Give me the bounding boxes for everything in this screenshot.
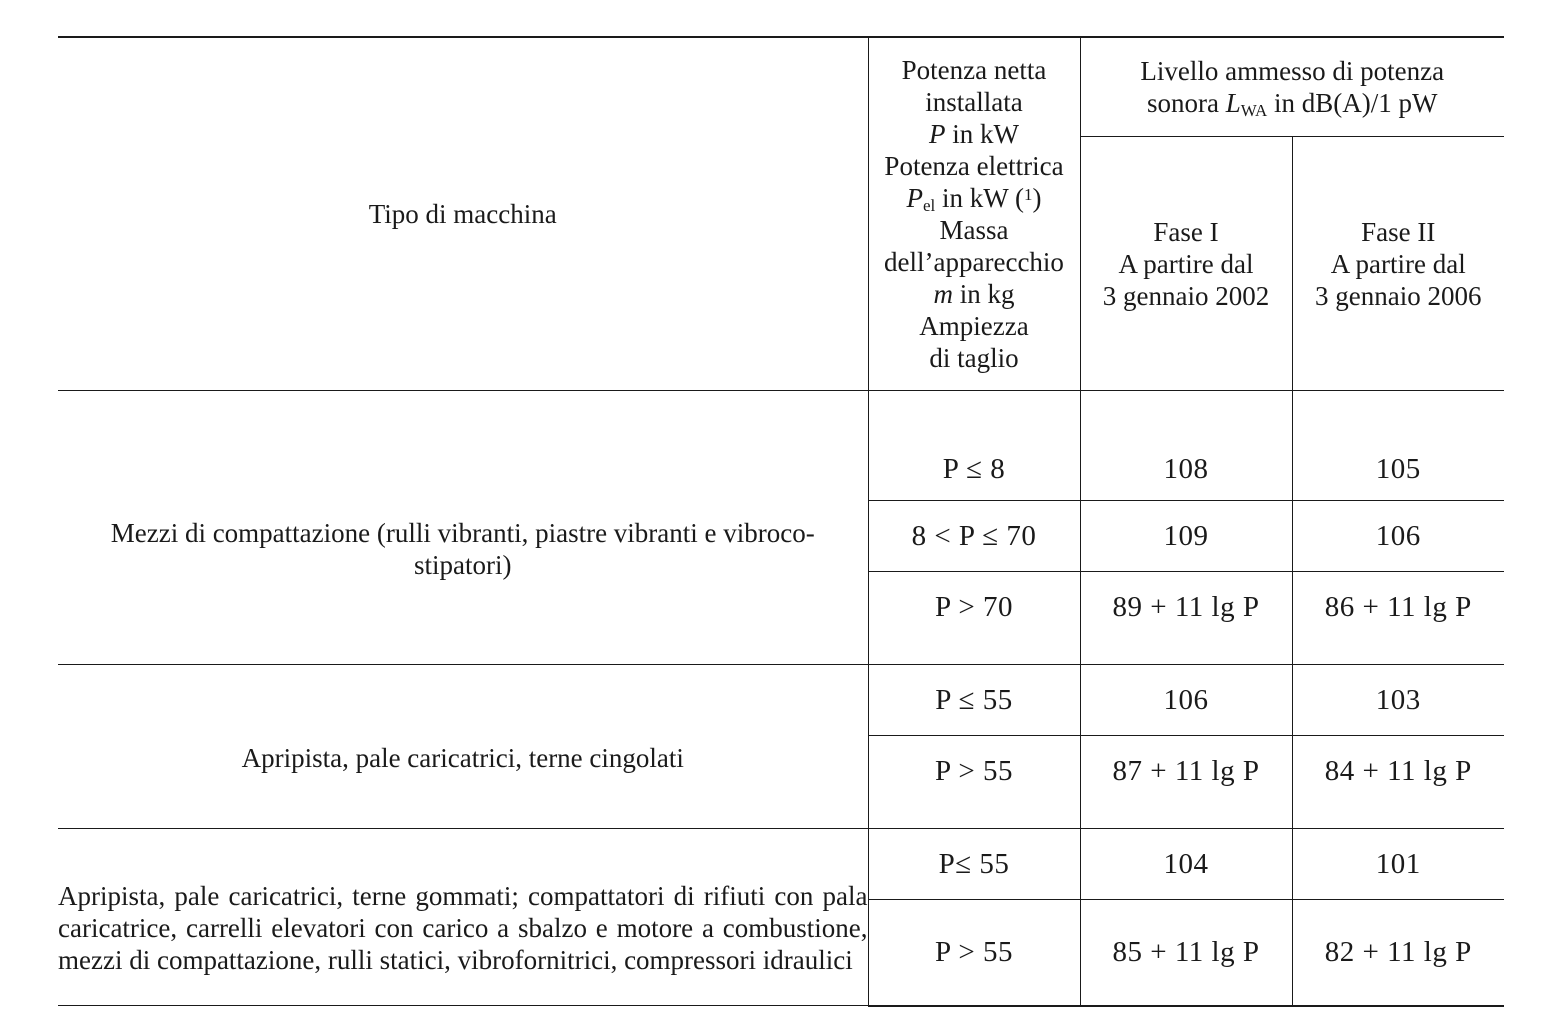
phase-2-cell: 101	[1292, 829, 1504, 900]
header-power-line: dell’apparecchio	[884, 247, 1064, 277]
header-sound-level	[1080, 37, 1504, 137]
phase-1-date: 3 gennaio 2002	[1102, 280, 1270, 311]
table-row	[58, 665, 1504, 736]
machine-type-text: stipatori)	[414, 549, 512, 580]
machine-type-text: Apripista, pale caricatrici, terne cingolati	[241, 742, 684, 773]
phase-1-cell: 85 + 11 lg P	[1080, 900, 1292, 1006]
noise-limits-table	[58, 36, 1504, 1007]
phase-2-cell: 86 + 11 lg P	[1292, 572, 1504, 665]
machine-type-text: Apripista, pale caricatrici, terne gommati; compattatori di rifiuti con pala caricatrice, carrelli elevatori con carico a sbalzo e motore a combustione, mezzi di compattazione, rulli statici, vibrofornitrici, compressori idraulici	[58, 881, 868, 975]
phase-2-from: A partire dal	[1330, 248, 1466, 279]
header-power-line: Ampiezza	[919, 311, 1029, 341]
header-machine-type-label: Tipo di macchina	[368, 199, 557, 229]
phase-1-from: A partire dal	[1118, 248, 1254, 279]
header-power-line: P in kW	[929, 119, 1019, 149]
header-power-line: di taglio	[929, 343, 1019, 373]
header-power	[868, 37, 1080, 391]
phase-2-cell: 106	[1292, 501, 1504, 572]
header-power-line: installata	[925, 87, 1023, 117]
machine-type-cell	[58, 665, 868, 829]
header-level-line: Livello ammesso di potenza	[1140, 56, 1445, 86]
phase-1-cell: 87 + 11 lg P	[1080, 736, 1292, 829]
header-power-line: $P_{el}$ in kW ($^1$)	[906, 183, 1042, 215]
phase-2-date: 3 gennaio 2006	[1315, 280, 1482, 311]
power-cell: P > 55	[868, 736, 1080, 829]
machine-type-cell	[58, 391, 868, 665]
phase-2-title: Fase II	[1361, 216, 1436, 247]
phase-1-cell: 106	[1080, 665, 1292, 736]
header-power-line: m in kg	[933, 279, 1015, 309]
phase-1-title: Fase I	[1153, 216, 1219, 247]
phase-2-cell: 103	[1292, 665, 1504, 736]
phase-1-cell: 89 + 11 lg P	[1080, 572, 1292, 665]
power-cell: P > 55	[868, 900, 1080, 1006]
power-cell: P ≤ 8	[868, 391, 1080, 501]
power-cell: P≤ 55	[868, 829, 1080, 900]
power-cell: 8 < P ≤ 70	[868, 501, 1080, 572]
phase-1-cell: 104	[1080, 829, 1292, 900]
table-row	[58, 391, 1504, 501]
power-cell: P ≤ 55	[868, 665, 1080, 736]
machine-type-text: Mezzi di compattazione (rulli vibranti, piastre vibranti e vibroco-	[110, 517, 815, 548]
header-phase-1	[1080, 137, 1292, 391]
header-power-line: Potenza netta	[901, 55, 1047, 85]
header-machine-type	[58, 37, 868, 391]
phase-1-cell: 108	[1080, 391, 1292, 501]
power-cell: P > 70	[868, 572, 1080, 665]
machine-type-cell	[58, 829, 868, 1006]
table-row	[58, 829, 1504, 900]
header-power-line: Potenza elettrica	[884, 151, 1064, 181]
phase-1-cell: 109	[1080, 501, 1292, 572]
header-power-line: Massa	[939, 215, 1009, 245]
phase-2-cell: 82 + 11 lg P	[1292, 900, 1504, 1006]
phase-2-cell: 105	[1292, 391, 1504, 501]
header-level-line: sonora $L_{WA}$ in dB(A)/1 pW	[1147, 88, 1438, 120]
header-phase-2	[1292, 137, 1504, 391]
phase-2-cell: 84 + 11 lg P	[1292, 736, 1504, 829]
